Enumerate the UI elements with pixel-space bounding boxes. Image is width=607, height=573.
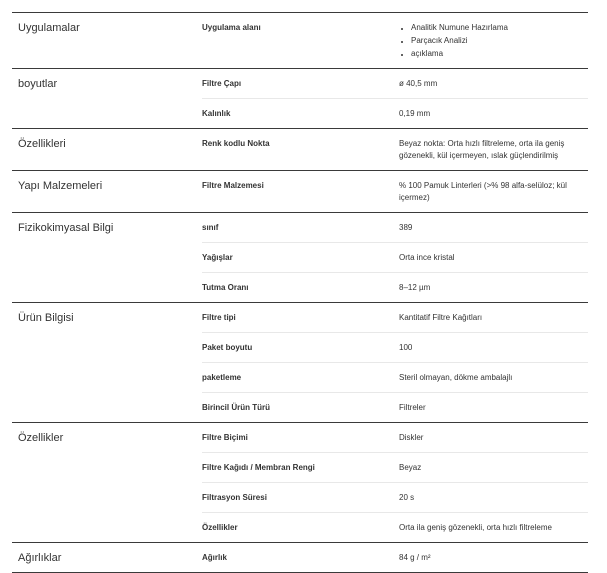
spec-row [202,171,588,212]
spec-section [12,302,588,422]
spec-label: Yağışlar [202,253,233,262]
spec-label: Paket boyutu [202,343,253,352]
spec-row [202,423,588,452]
section-rows [202,303,588,422]
spec-label: Filtrasyon Süresi [202,493,267,502]
spec-row [202,512,588,542]
section-rows [202,171,588,212]
spec-value-list-item: • Parçacık Analizi [411,34,582,47]
section-title: Ürün Bilgisi [18,312,74,324]
spec-value: 8–12 µm [399,283,431,292]
spec-section [12,542,588,572]
spec-label: paketleme [202,373,242,382]
spec-row [202,482,588,512]
spec-value: 0,19 mm [399,109,431,118]
spec-label: Renk kodlu Nokta [202,139,270,148]
spec-label: Kalınlık [202,109,231,118]
spec-value-list-item: • açıklama [411,47,582,60]
spec-row [202,452,588,482]
spec-value: Diskler [399,433,424,442]
spec-label: Özellikler [202,523,238,532]
spec-value: Kantitatif Filtre Kağıtları [399,313,483,322]
spec-value: Beyaz nokta: Orta hızlı filtreleme, orta ila geniş gözenekli, kül içermeyen, ıslak güçlendirilmiş [399,139,565,160]
spec-value: 84 g / m² [399,553,431,562]
section-title: Uygulamalar [18,22,80,34]
section-title: Ağırlıklar [18,552,62,564]
section-title: Özellikler [18,432,64,444]
spec-label: Tutma Oranı [202,283,249,292]
spec-row [202,13,588,68]
spec-section [12,212,588,302]
section-rows [202,13,588,68]
section-rows [202,423,588,542]
spec-value: Beyaz [399,463,422,472]
spec-label: Ağırlık [202,553,227,562]
spec-section [12,12,588,68]
section-title: boyutlar [18,78,58,90]
spec-section [12,422,588,542]
section-title: Özellikleri [18,138,66,150]
spec-section [12,128,588,170]
spec-row [202,242,588,272]
section-title: Yapı Malzemeleri [18,180,103,192]
spec-label: Filtre Biçimi [202,433,248,442]
spec-value: Filtreler [399,403,426,412]
spec-value [399,22,588,60]
spec-label: Filtre Malzemesi [202,181,264,190]
spec-value: 20 s [399,493,415,502]
section-rows [202,213,588,302]
section-title: Fizikokimyasal Bilgi [18,222,114,234]
spec-label: Filtre Çapı [202,79,242,88]
spec-label: sınıf [202,223,219,232]
spec-value: ø 40,5 mm [399,79,438,88]
spec-row [202,392,588,422]
spec-row [202,362,588,392]
section-rows [202,69,588,128]
spec-row [202,213,588,242]
spec-value: 100 [399,343,413,352]
spec-row [202,332,588,362]
spec-row [202,272,588,302]
spec-section [12,170,588,212]
spec-table [12,12,588,573]
spec-row [202,129,588,170]
spec-value-list [399,21,582,60]
spec-row [202,69,588,98]
spec-value: % 100 Pamuk Linterleri (>% 98 alfa-selüloz; kül içermez) [399,181,567,202]
spec-label: Uygulama alanı [202,23,261,32]
spec-row [202,543,588,572]
spec-value: Steril olmayan, dökme ambalajlı [399,373,513,382]
spec-row [202,303,588,332]
spec-section [12,68,588,128]
section-rows [202,543,588,572]
spec-value: 389 [399,223,413,232]
spec-label: Filtre Kağıdı / Membran Rengi [202,463,315,472]
section-rows [202,129,588,170]
spec-label: Birincil Ürün Türü [202,403,270,412]
spec-value-list-item: • Analitik Numune Hazırlama [411,21,582,34]
spec-value: Orta ila geniş gözenekli, orta hızlı filtreleme [399,523,552,532]
spec-value: Orta ince kristal [399,253,455,262]
spec-row [202,98,588,128]
spec-label: Filtre tipi [202,313,236,322]
